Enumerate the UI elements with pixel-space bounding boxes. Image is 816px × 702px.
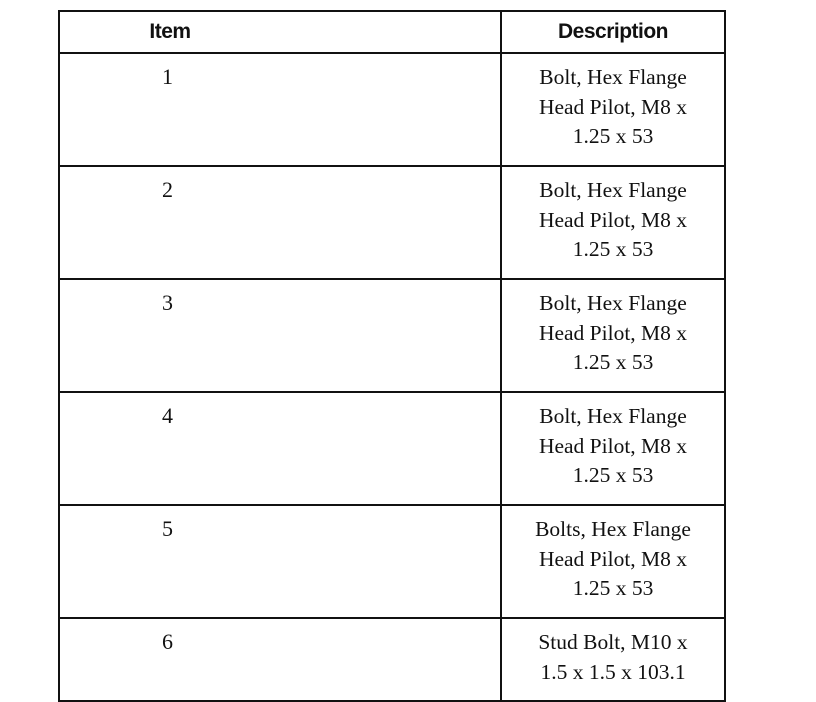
description-line: Head Pilot, M8 x <box>538 320 688 345</box>
item-description <box>501 279 725 392</box>
table-row <box>59 166 725 279</box>
item-number: 2 <box>59 166 501 279</box>
description-line: Head Pilot, M8 x <box>538 433 688 458</box>
description-line: Bolt, Hex Flange <box>539 291 687 315</box>
header-item: Item <box>59 11 501 53</box>
item-description <box>501 505 725 618</box>
table-row <box>59 505 725 618</box>
description-line: 1.25 x 53 <box>572 124 654 148</box>
item-description <box>501 53 725 166</box>
item-description <box>501 392 725 505</box>
parts-table <box>58 10 726 702</box>
table-row <box>59 618 725 701</box>
description-line: Bolt, Hex Flange <box>539 178 687 202</box>
description-line: Bolts, Hex Flange <box>535 517 691 541</box>
description-line: Bolt, Hex Flange <box>539 404 687 428</box>
header-row <box>59 11 725 53</box>
item-number: 5 <box>59 505 501 618</box>
table-row <box>59 279 725 392</box>
description-line: Head Pilot, M8 x <box>538 207 688 232</box>
description-line: Bolt, Hex Flange <box>539 65 687 89</box>
item-number: 3 <box>59 279 501 392</box>
table-row <box>59 392 725 505</box>
item-number: 1 <box>59 53 501 166</box>
description-line: 1.5 x 1.5 x 103.1 <box>540 659 686 684</box>
item-number: 6 <box>59 618 501 701</box>
header-description: Description <box>501 11 725 53</box>
table-row <box>59 53 725 166</box>
description-line: 1.25 x 53 <box>572 463 654 487</box>
item-number: 4 <box>59 392 501 505</box>
description-line: 1.25 x 53 <box>572 576 654 600</box>
description-line: Head Pilot, M8 x <box>538 94 688 119</box>
item-description <box>501 166 725 279</box>
item-description <box>501 618 725 701</box>
description-line: 1.25 x 53 <box>572 350 654 374</box>
description-line: Head Pilot, M8 x <box>538 546 688 571</box>
description-line: 1.25 x 53 <box>572 237 654 261</box>
description-line: Stud Bolt, M10 x <box>538 630 688 654</box>
